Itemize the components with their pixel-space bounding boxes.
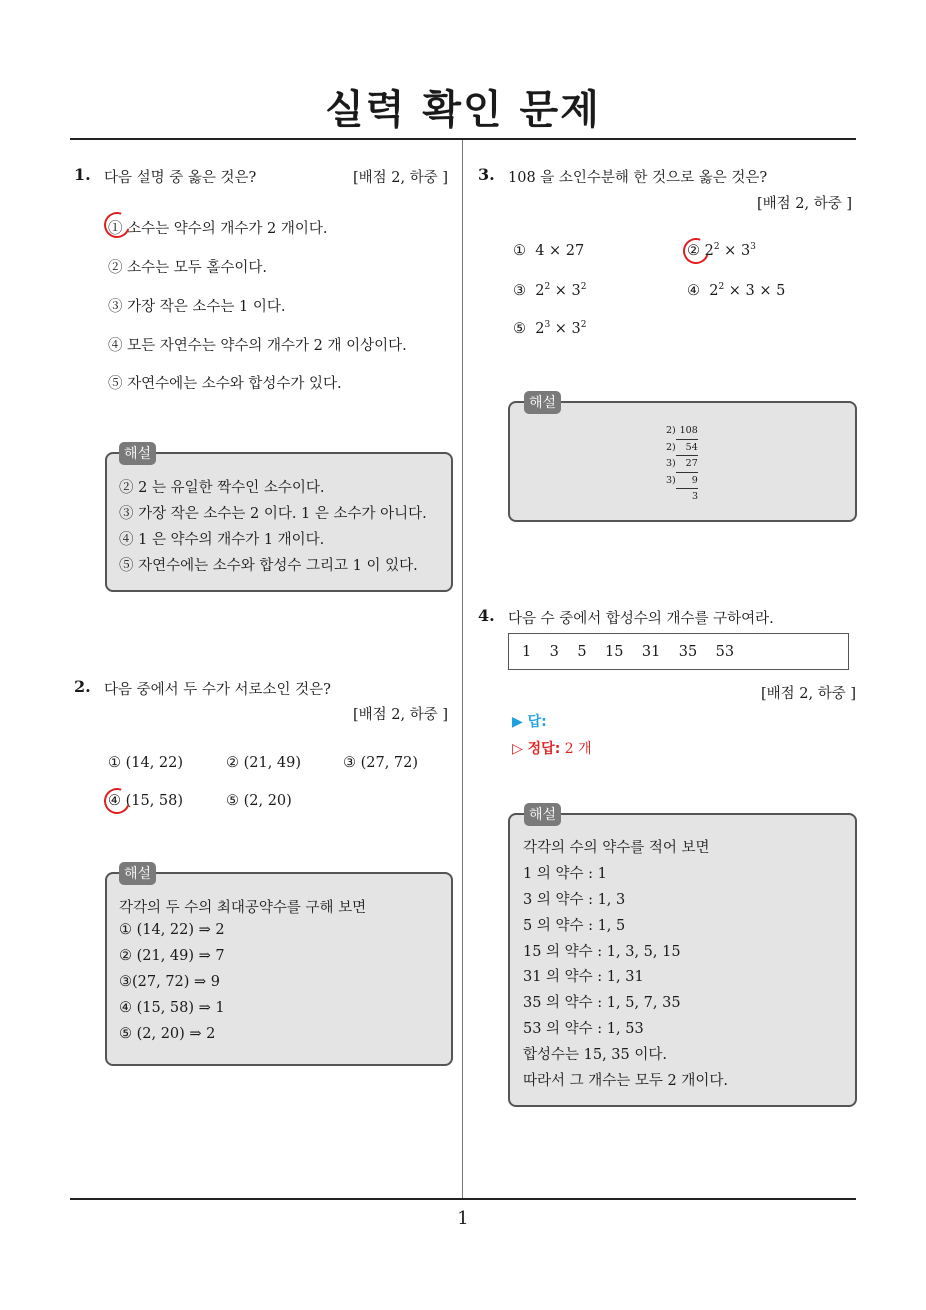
q1-option-3[interactable]: ③ 가장 작은 소수는 1 이다. xyxy=(108,299,286,315)
q2-explanation-box xyxy=(105,872,453,1066)
q4-explanation-tag: 해설 xyxy=(524,803,561,826)
q4-exp-line: 1 의 약수 : 1 xyxy=(523,866,607,882)
q4-answer-label: ▶ 답: xyxy=(512,714,547,730)
q1-text: 다음 설명 중 옳은 것은? xyxy=(104,170,257,186)
division-row: 2) 108 xyxy=(666,423,698,440)
q2-exp-line: ④ (15, 58) ⇒ 1 xyxy=(119,1000,225,1016)
q3-division-ladder xyxy=(666,423,698,505)
q4-numbers-box xyxy=(508,633,849,670)
q1-number: 1. xyxy=(74,165,91,184)
q4-numbers: 1 3 5 15 31 35 53 xyxy=(522,644,735,660)
q3-option-5-exp2: 2 xyxy=(580,320,587,330)
q4-exp-line: 31 의 약수 : 1, 31 xyxy=(523,969,644,985)
q3-selected-mark-icon xyxy=(679,234,714,269)
q3-option-4-base: 2 xyxy=(709,283,719,299)
q1-option-2[interactable]: ② 소수는 모두 홀수이다. xyxy=(108,260,267,276)
q2-exp-line: ⑤ (2, 20) ⇒ 2 xyxy=(119,1026,216,1042)
q3-text: 108 을 소인수분해 한 것으로 옳은 것은? xyxy=(508,170,768,186)
q3-option-3-base: 2 xyxy=(535,283,545,299)
q3-option-4-label: ④ xyxy=(687,283,700,299)
q1-exp-line: ② 2 는 유일한 짝수인 소수이다. xyxy=(119,480,325,496)
q3-option-3-exp1: 2 xyxy=(544,282,551,292)
q4-exp-line: 합성수는 15, 35 이다. xyxy=(523,1047,667,1063)
q2-exp-line: ① (14, 22) ⇒ 2 xyxy=(119,922,225,938)
q2-exp-line: 각각의 두 수의 최대공약수를 구해 보면 xyxy=(119,900,367,916)
q3-number: 3. xyxy=(478,165,495,184)
q2-option-3[interactable]: ③ (27, 72) xyxy=(343,755,419,771)
division-row: 3) 27 xyxy=(666,456,698,473)
q3-option-1-label: ① xyxy=(513,243,526,259)
q4-exp-line: 3 의 약수 : 1, 3 xyxy=(523,892,626,908)
division-row: 2) 54 xyxy=(666,440,698,457)
q3-explanation-tag: 해설 xyxy=(524,391,561,414)
q2-text: 다음 중에서 두 수가 서로소인 것은? xyxy=(104,682,331,698)
q2-exp-line: ③(27, 72) ⇒ 9 xyxy=(119,974,221,990)
division-row: 3 xyxy=(691,491,698,502)
q1-option-5[interactable]: ⑤ 자연수에는 소수와 합성수가 있다. xyxy=(108,376,342,392)
q1-score: [배점 2, 하중 ] xyxy=(352,170,448,186)
q3-option-4[interactable] xyxy=(687,283,785,299)
q2-score: [배점 2, 하중 ] xyxy=(352,707,448,723)
q1-option-4[interactable]: ④ 모든 자연수는 약수의 개수가 2 개 이상이다. xyxy=(108,338,407,354)
q2-exp-line: ② (21, 49) ⇒ 7 xyxy=(119,948,225,964)
q2-option-5[interactable]: ⑤ (2, 20) xyxy=(226,793,292,809)
q2-option-2[interactable]: ② (21, 49) xyxy=(226,755,302,771)
q1-explanation-box xyxy=(105,452,453,592)
q3-option-1-expr: 4 × 27 xyxy=(535,243,585,259)
q3-option-1[interactable] xyxy=(513,243,584,259)
q4-text: 다음 수 중에서 합성수의 개수를 구하여라. xyxy=(508,611,774,627)
q4-correct-value: 2 개 xyxy=(564,741,592,757)
q3-option-2-base: 2 xyxy=(704,243,714,259)
q1-exp-line: ④ 1 은 약수의 개수가 1 개이다. xyxy=(119,532,325,548)
q4-correct-answer xyxy=(512,738,592,758)
q3-option-2-mid: × 3 xyxy=(719,243,751,259)
q3-option-3-label: ③ xyxy=(513,283,526,299)
q3-option-4-mid: × 3 × 5 xyxy=(724,283,786,299)
division-row: 3) 9 xyxy=(666,473,698,490)
q3-option-3[interactable] xyxy=(513,283,587,299)
q3-score: [배점 2, 하중 ] xyxy=(756,196,852,212)
q4-score: [배점 2, 하중 ] xyxy=(760,686,856,702)
page-title: 실력 확인 문제 xyxy=(325,87,601,133)
bottom-divider xyxy=(70,1198,856,1200)
q3-option-5-base: 2 xyxy=(535,321,545,337)
q3-option-4-exp1: 2 xyxy=(718,282,725,292)
q3-explanation-box xyxy=(508,401,857,522)
q3-option-5-exp1: 3 xyxy=(544,320,551,330)
q2-explanation-tag: 해설 xyxy=(119,862,156,885)
q4-correct-label: ▷ 정답: xyxy=(512,741,561,757)
page-number: 1 xyxy=(457,1208,469,1229)
q4-exp-line: 따라서 그 개수는 모두 2 개이다. xyxy=(523,1073,728,1089)
q3-option-3-mid: × 3 xyxy=(550,283,581,299)
q3-option-5[interactable] xyxy=(513,321,587,337)
q3-option-5-label: ⑤ xyxy=(513,321,526,337)
q2-selected-mark-icon xyxy=(100,784,135,819)
q3-option-3-exp2: 2 xyxy=(580,282,587,292)
q3-option-2-exp2: 3 xyxy=(750,242,756,252)
top-divider xyxy=(70,138,856,140)
q4-exp-line: 15 의 약수 : 1, 3, 5, 15 xyxy=(523,944,681,960)
q4-exp-line: 각각의 수의 약수를 적어 보면 xyxy=(523,840,710,856)
q3-option-2-exp1: 2 xyxy=(713,242,720,252)
q2-option-4[interactable]: ④ (15, 58) xyxy=(108,793,184,809)
q1-explanation-tag: 해설 xyxy=(119,442,156,465)
q1-exp-line: ③ 가장 작은 소수는 2 이다. 1 은 소수가 아니다. xyxy=(119,506,427,522)
q4-exp-line: 53 의 약수 : 1, 53 xyxy=(523,1021,644,1037)
q4-exp-line: 5 의 약수 : 1, 5 xyxy=(523,918,626,934)
q3-option-5-mid: × 3 xyxy=(550,321,581,337)
q2-number: 2. xyxy=(74,677,91,696)
q4-exp-line: 35 의 약수 : 1, 5, 7, 35 xyxy=(523,995,681,1011)
q1-exp-line: ⑤ 자연수에는 소수와 합성수 그리고 1 이 있다. xyxy=(119,558,418,574)
q4-number: 4. xyxy=(478,606,495,625)
q4-explanation-box xyxy=(508,813,857,1107)
q1-option-1[interactable]: ① 소수는 약수의 개수가 2 개이다. xyxy=(108,221,328,237)
column-divider xyxy=(462,140,463,1200)
q3-option-2-label: ② xyxy=(687,243,700,259)
q2-option-1[interactable]: ① (14, 22) xyxy=(108,755,184,771)
